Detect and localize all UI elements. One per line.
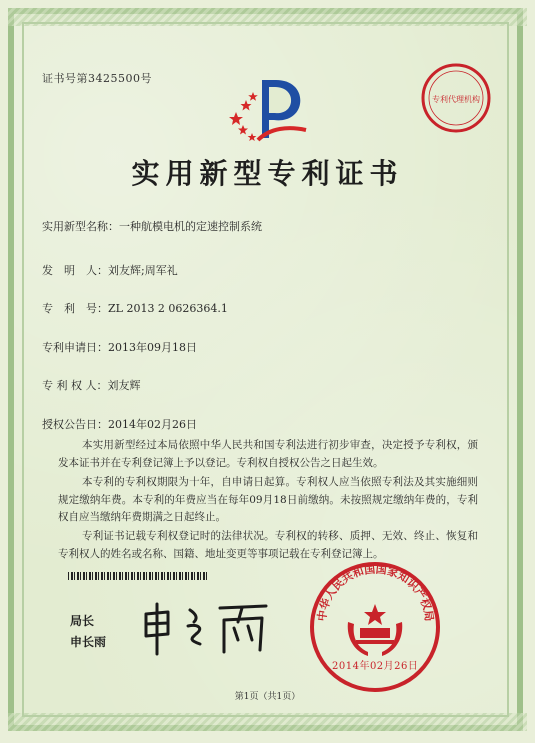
field-label: 实用新型名称：	[42, 220, 119, 233]
handwritten-signature-icon	[138, 600, 278, 658]
field-label: 专 利 权 人：	[42, 379, 108, 392]
field-value: 刘友辉;周军礼	[108, 264, 178, 277]
signature-title: 局长	[70, 614, 95, 628]
signature-name: 申长雨	[70, 635, 107, 649]
seal-date: 2014年02月26日	[332, 661, 419, 672]
page-number: 第1页（共1页）	[234, 692, 301, 702]
field-label: 发 明 人：	[42, 264, 108, 277]
paragraph-grant: 本实用新型经过本局依照中华人民共和国专利法进行初步审查，决定授予专利权，颁发本证书并在专利登记簿上予以登记。专利权自授权公告之日起生效。	[58, 439, 478, 469]
field-application-date	[42, 339, 197, 355]
field-inventors	[42, 262, 178, 278]
field-value: 2014年02月26日	[108, 418, 197, 431]
paragraph-term: 本专利的专利权期限为十年，自申请日起算。专利权人应当依照专利法及其实施细则规定缴纳年费。本专利的年费应当在每年09月18日前缴纳。未按照规定缴纳年费的，专利权自应当缴纳年费期满之日起终止。	[58, 476, 478, 523]
field-label: 专利申请日：	[42, 341, 108, 354]
certificate-number: 证书号第3425500号	[42, 72, 152, 85]
field-grant-date	[42, 416, 197, 432]
national-seal-text: 中华人民共和国国家知识产权局	[315, 562, 436, 623]
field-value: 刘友辉	[107, 379, 141, 392]
field-value: ZL 2013 2 0626364.1	[108, 302, 228, 315]
field-value: 一种航模电机的定速控制系统	[119, 220, 262, 233]
barcode	[68, 572, 208, 580]
field-patentee	[42, 377, 141, 393]
paragraph-legal-status: 专利证书记载专利权登记时的法律状况。专利权的转移、质押、无效、终止、恢复和专利权人的姓名或名称、国籍、地址变更等事项记载在专利登记簿上。	[58, 530, 478, 560]
agency-seal-text: 专利代理机构	[432, 95, 480, 104]
certificate-title: 实用新型专利证书	[131, 157, 404, 190]
field-value: 2013年09月18日	[108, 341, 197, 354]
field-utility-model-name	[42, 218, 262, 234]
agency-seal-icon	[420, 62, 492, 134]
national-seal-icon	[308, 560, 443, 695]
field-label: 专 利 号：	[42, 302, 108, 315]
field-patent-number	[42, 300, 228, 316]
field-label: 授权公告日：	[42, 418, 108, 431]
patent-office-logo-icon	[222, 70, 317, 145]
